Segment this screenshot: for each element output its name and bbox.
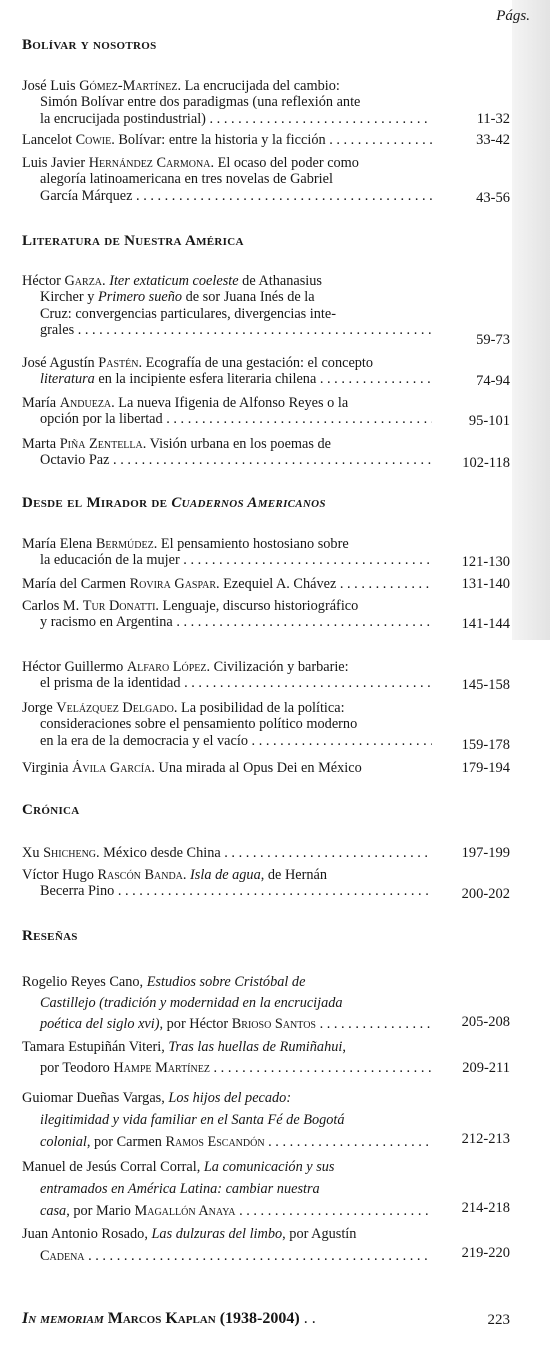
- page-range: 102-118: [462, 455, 510, 471]
- page-range: 131-140: [461, 576, 510, 592]
- in-memoriam-entry: In memoriam Marcos Kaplan (1938-2004) . .: [22, 1310, 316, 1327]
- section-heading-bolivar: Bolívar y nosotros: [22, 37, 157, 53]
- page-range: 43-56: [476, 190, 510, 206]
- page-range: 59-73: [476, 332, 510, 348]
- toc-entry: Guiomar Dueñas Vargas, Los hijos del pecado: ilegitimidad y vida familiar en el Santa Fé de Bogotá colonial, por Carmen Ramos Escandón . . .: [22, 1087, 432, 1153]
- toc-entry: Víctor Hugo Rascón Banda. Isla de agua, de Hernán Becerra Pino . . .: [22, 867, 432, 900]
- page-range: 212-213: [461, 1131, 510, 1147]
- page-range: 179-194: [461, 760, 510, 776]
- toc-entry: María del Carmen Rovira Gaspar. Ezequiel A. Chávez . . .: [22, 576, 432, 592]
- toc-entry: Juan Antonio Rosado, Las dulzuras del limbo, por Agustín Cadena . . .: [22, 1223, 432, 1267]
- toc-entry: Luis Javier Hernández Carmona. El ocaso del poder como alegoría latinoamericana en tres novelas de Gabriel García Márquez . . .: [22, 155, 432, 204]
- page-range: 200-202: [461, 886, 510, 902]
- toc-entry: Carlos M. Tur Donatti. Lenguaje, discurso historiográfico y racismo en Argentina . . .: [22, 598, 432, 631]
- toc-entry: María Andueza. La nueva Ifigenia de Alfonso Reyes o la opción por la libertad . . .: [22, 395, 432, 428]
- page-range: 141-144: [461, 616, 510, 632]
- section-heading-literatura: Literatura de Nuestra América: [22, 233, 244, 249]
- page-range: 209-211: [462, 1060, 510, 1076]
- section-heading-resenas: Reseñas: [22, 928, 78, 944]
- toc-entry: Marta Piña Zentella. Visión urbana en los poemas de Octavio Paz . . .: [22, 436, 432, 469]
- page-range: 219-220: [461, 1245, 510, 1261]
- page-range: 33-42: [476, 132, 510, 148]
- page-range: 121-130: [461, 554, 510, 570]
- page-range: 95-101: [468, 413, 510, 429]
- toc-entry: María Elena Bermúdez. El pensamiento hostosiano sobre la educación de la mujer . . .: [22, 536, 432, 569]
- page-range: 205-208: [461, 1014, 510, 1030]
- page-range: 159-178: [461, 737, 510, 753]
- toc-entry: Rogelio Reyes Cano, Estudios sobre Cristóbal de Castillejo (tradición y modernidad en la encrucijada poética del siglo xvi), por Héctor Brioso Santos . . .: [22, 972, 432, 1035]
- toc-entry: Manuel de Jesús Corral Corral, La comunicación y sus entramados en América Latina: cambiar nuestra casa, por Mario Magallón Anaya . . .: [22, 1156, 432, 1222]
- toc-entry: Lancelot Cowie. Bolívar: entre la historia y la ficción . . .: [22, 132, 432, 148]
- toc-entry: Xu Shicheng. México desde China . . .: [22, 845, 432, 861]
- pages-column-label: Págs.: [496, 8, 530, 24]
- section-heading-cronica: Crónica: [22, 802, 80, 818]
- toc-entry: Jorge Velázquez Delgado. La posibilidad de la política: consideraciones sobre el pensamiento político moderno en la era de la democracia y el vacío . . .: [22, 700, 432, 749]
- toc-entry: José Luis Gómez-Martínez. La encrucijada del cambio: Simón Bolívar entre dos paradigmas (una reflexión ante la encrucijada postindustrial) . . .: [22, 78, 432, 127]
- toc-entry: José Agustín Pastén. Ecografía de una gestación: el concepto literatura en la incipiente esfera literaria chilena . . .: [22, 355, 432, 388]
- page-range: 223: [487, 1312, 510, 1328]
- page-range: 74-94: [476, 373, 510, 389]
- page-range: 197-199: [461, 845, 510, 861]
- toc-entry: Héctor Guillermo Alfaro López. Civilización y barbarie: el prisma de la identidad . . .: [22, 659, 432, 692]
- page-edge-shadow: [512, 0, 550, 640]
- page-range: 145-158: [461, 677, 510, 693]
- page-range: 11-32: [476, 111, 510, 127]
- page-range: 214-218: [461, 1200, 510, 1216]
- section-heading-mirador: Desde el Mirador de Cuadernos Americanos: [22, 495, 326, 511]
- toc-entry: Virginia Ávila García. Una mirada al Opus Dei en México: [22, 760, 362, 776]
- toc-entry: Héctor Garza. Iter extaticum coeleste de Athanasius Kircher y Primero sueño de sor Juana Inés de la Cruz: convergencias particulares, divergencias inte- grales . . .: [22, 273, 432, 339]
- toc-entry: Tamara Estupiñán Viteri, Tras las huellas de Rumiñahui, por Teodoro Hampe Martínez . . .: [22, 1037, 432, 1079]
